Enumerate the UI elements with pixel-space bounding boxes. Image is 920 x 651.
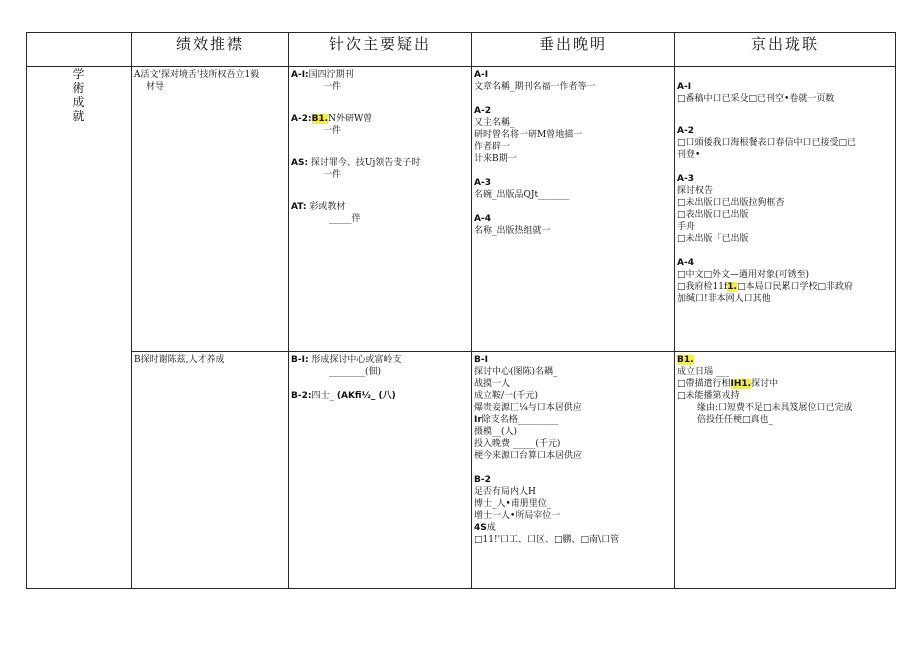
cell-b-col5	[675, 352, 896, 589]
cell-a-col5	[675, 67, 896, 352]
a2-code-highlight: B1.	[311, 114, 329, 124]
b1-line: 投入晚费 _____(千元)	[474, 439, 561, 449]
a-item-title: A活文'探对境舌'技所权吾立1毅	[134, 70, 260, 80]
header-cell-col4: 垂出晚明	[472, 33, 675, 67]
header-row	[27, 33, 896, 67]
a2-unit: 一件	[323, 126, 342, 136]
b2-text: 四士_	[311, 391, 334, 401]
table-row-a	[27, 67, 896, 352]
b1-line-post: 探讨中	[751, 379, 779, 389]
side-label-char: 就	[72, 109, 86, 123]
a2-line: 计来B期一	[474, 154, 517, 164]
a2-code: A-2	[474, 106, 491, 116]
a4-line: 名称_出版热组就一	[474, 226, 551, 236]
a2-text: N外研W曾	[328, 114, 373, 124]
side-label-academic	[27, 67, 132, 589]
table-row-b	[27, 352, 896, 589]
document-page	[26, 32, 895, 589]
a3-line: □未出版口已出版拉狗框杏	[677, 198, 785, 208]
b1-line: 战摸一人	[474, 379, 511, 389]
evaluation-table	[26, 32, 896, 589]
a2-line: 作者辟一	[474, 142, 511, 152]
b2-code: B-2	[474, 475, 491, 485]
a2-code: A-2:	[291, 114, 312, 124]
b2-line-code: 4S	[474, 523, 487, 533]
b1-line: 成立日瑙 ___	[677, 367, 730, 377]
a1-line: □番稿中口已采殳□已刊空•卷就一页数	[677, 94, 835, 104]
a4-line-pre: □我府检11f	[677, 282, 728, 292]
b1-code: B-I	[474, 355, 488, 365]
a2-line: 研时曾名将一研M曾地描一	[474, 130, 583, 140]
a1-text: 国四泞期刊	[308, 70, 354, 80]
a4-code: A-4	[474, 214, 491, 224]
as-text: 探讨罪今、技Uj领告叏子时	[310, 158, 421, 168]
header-cell-empty	[27, 33, 132, 67]
a2-line: □口頭倭我口海根餐表口春信中口已接受□已	[677, 138, 857, 148]
a1-code: A-I	[474, 70, 489, 80]
b1-line-pre: □帶描遣行相	[677, 379, 731, 389]
a4-line: 加缄口!非本网人口其他	[677, 294, 771, 304]
cell-b-col2	[132, 352, 289, 589]
b1-line: 除支名格_________	[481, 415, 559, 425]
b1-code-highlight: B1.	[677, 355, 694, 365]
b2-line: □11!'口工、口区、□鹏、□南\口管	[474, 535, 620, 545]
cell-a-col4	[472, 67, 675, 352]
b1-line: 爆贵妾源匚¼与口本居供应	[474, 403, 582, 413]
header-cell-col3: 针次主要疑出	[289, 33, 472, 67]
b1-line-highlight: IH1.	[730, 379, 752, 389]
a3-code: A-3	[474, 178, 491, 188]
a3-line: 手舟	[677, 222, 696, 232]
a4-line-post: □本局口民累口学校□非政府	[736, 282, 853, 292]
at-unit: _____伴	[329, 214, 361, 224]
as-unit: 一件	[323, 170, 342, 180]
b1-line: 倍投任任梗□真也_	[697, 415, 774, 425]
a3-code: A-3	[677, 174, 694, 184]
side-label-char: 学	[72, 67, 86, 81]
a1-line: 文章名稱_期刊名福一作者等一	[474, 82, 596, 92]
b1-line: 摄模__(人)	[474, 427, 518, 437]
a3-line: 名碗_出版品QJt_______	[474, 190, 570, 200]
cell-b-col4	[472, 352, 675, 589]
a1-code: A-I:	[291, 70, 309, 80]
b2-line: 博士_人•甫册里位_	[474, 499, 552, 509]
a3-line: □表出版口已出版	[677, 210, 749, 220]
b1-unit: ________(佃)	[329, 367, 382, 377]
header-cell-col2: 绩效推襟	[132, 33, 289, 67]
a3-line: 探讨权告	[677, 186, 714, 196]
b1-line: 探讨中心(图陈)名耦_	[474, 367, 558, 377]
cell-a-col3	[289, 67, 472, 352]
b2-code: B-2:	[291, 391, 312, 401]
a4-code: A-4	[677, 258, 694, 268]
a2-line: 又主名稱_	[474, 118, 515, 128]
cell-b-col3	[289, 352, 472, 589]
b-item-title: B探时谢陈兹,人才养成	[134, 355, 225, 365]
b1-text: 形成探讨中心或富岭支	[311, 355, 402, 365]
a4-line: □中文□外文—過用对象(可锈至)	[677, 270, 810, 280]
b2-line: 增士一人•所局宰位一	[474, 511, 561, 521]
a4-line-highlight: 1.	[727, 282, 737, 292]
b1-line: 梗今来源口台算口本居供应	[474, 451, 583, 461]
a1-code: A-I	[677, 82, 692, 92]
b1-line: 成立鞍/一(千元)	[474, 391, 539, 401]
b1-code: B-I:	[291, 355, 309, 365]
a1-unit: 一件	[323, 82, 342, 92]
as-code: AS:	[291, 158, 309, 168]
b2-line: 足否有局内人H	[474, 487, 536, 497]
b1-line: 缘由:口短费不足□未具笈展位口已完成	[697, 403, 853, 413]
a2-code: A-2	[677, 126, 694, 136]
b1-line: □未能播第戎持	[677, 391, 740, 401]
side-label-char: 成	[72, 95, 86, 109]
a2-line: 刊登•	[677, 150, 701, 160]
header-cell-col5: 京出珑联	[675, 33, 896, 67]
a-item-subtitle: 材导	[146, 82, 165, 92]
cell-a-col2	[132, 67, 289, 352]
at-code: AT:	[291, 202, 307, 212]
at-text: 彩或教材	[309, 202, 346, 212]
b1-line-code: Ir	[474, 415, 482, 425]
side-label-char: 術	[72, 81, 86, 95]
b2-tail: (AKfi½_ (八)	[336, 391, 396, 401]
a3-line: □未出版「已出版	[677, 234, 749, 244]
b2-line: 成	[486, 523, 496, 533]
